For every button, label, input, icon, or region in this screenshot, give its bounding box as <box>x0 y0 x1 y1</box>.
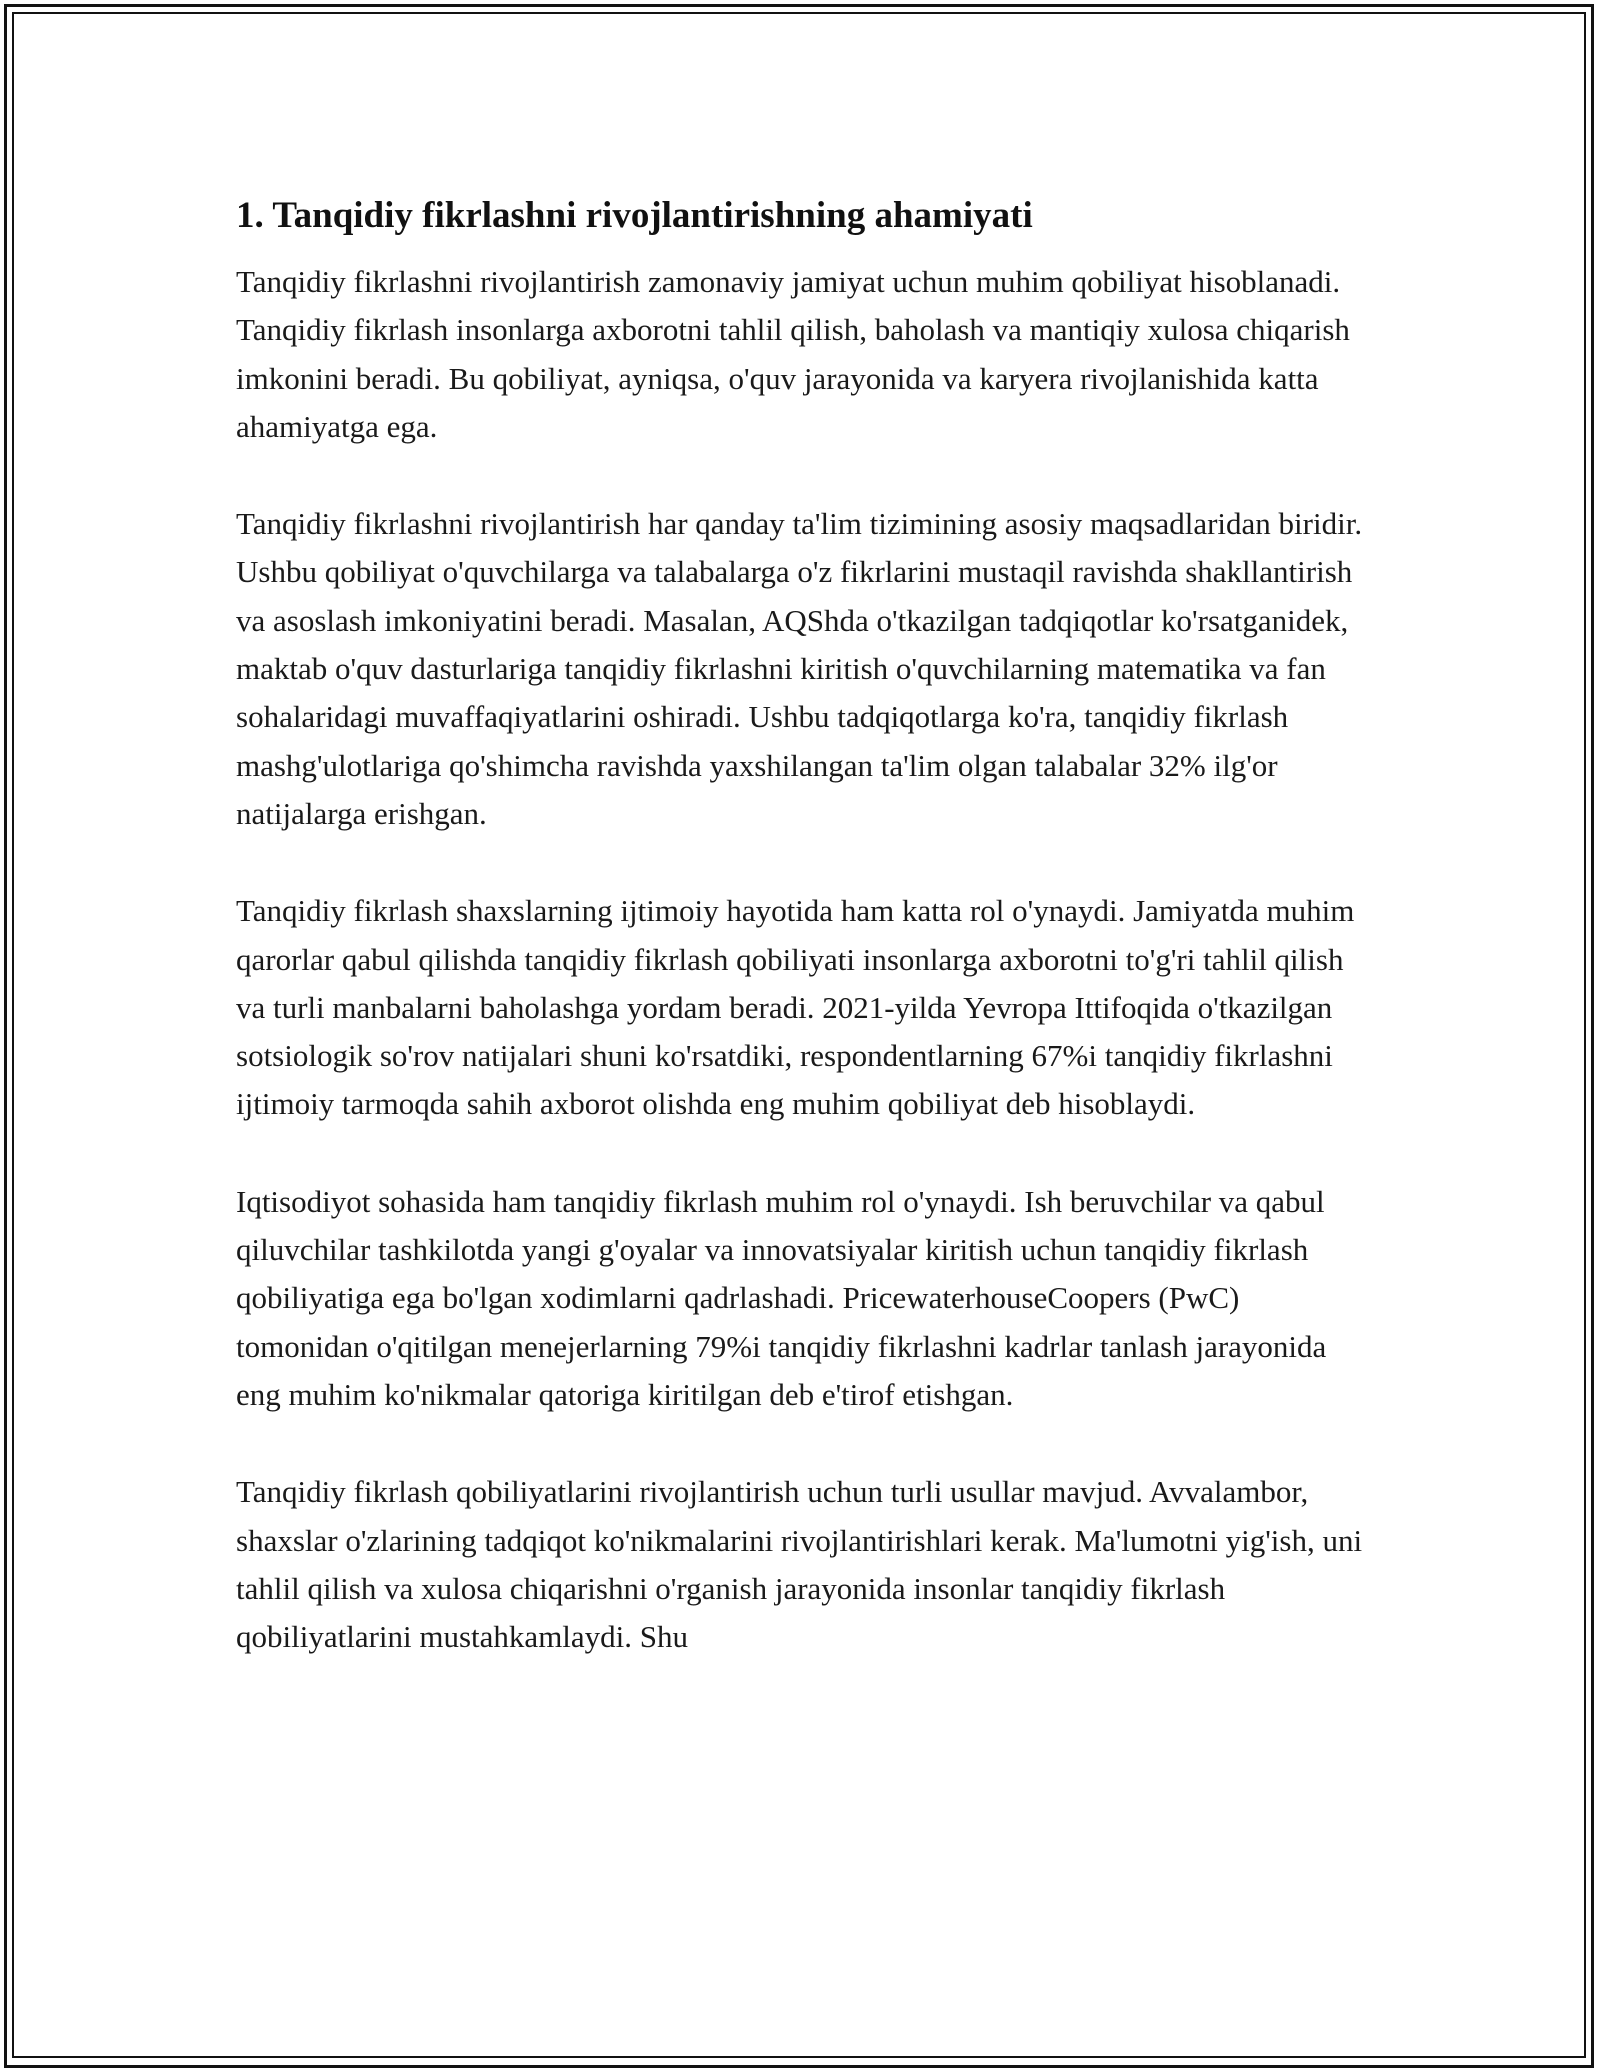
paragraph-1: Tanqidiy fikrlashni rivojlantirish zamonaviy jamiyat uchun muhim qobiliyat hisoblanadi. Tanqidiy fikrlash insonlarga axborotni tahlil qilish, baholash va mantiqiy xulosa chiqarish imkonini beradi. Bu qobiliyat, ayniqsa, o'quv jarayonida va karyera rivojlanishida katta ahamiyatga ega. <box>236 264 1350 444</box>
document-body <box>236 186 1376 1710</box>
section-heading: 1. Tanqidiy fikrlashni rivojlantirishning ahamiyati <box>236 195 1033 236</box>
paragraph-4: Iqtisodiyot sohasida ham tanqidiy fikrlash muhim rol o'ynaydi. Ish beruvchilar va qabul qiluvchilar tashkilotda yangi g'oyalar va innovatsiyalar kiritish uchun tanqidiy fikrlash qobiliyatiga ega bo'lgan xodimlarni qadrlashadi. PricewaterhouseCoopers (PwC) tomonidan o'qitilgan menejerlarning 79%i tanqidiy fikrlashni kadrlar tanlash jarayonida eng muhim ko'nikmalar qatoriga kiritilgan deb e'tirof etishgan. <box>236 1183 1327 1412</box>
paragraph-2: Tanqidiy fikrlashni rivojlantirish har qanday ta'lim tizimining asosiy maqsadlaridan biridir. Ushbu qobiliyat o'quvchilarga va talabalarga o'z fikrlarini mustaqil ravishda shakllantirish va asoslash imkoniyatini beradi. Masalan, AQShda o'tkazilgan tadqiqotlar ko'rsatganidek, maktab o'quv dasturlariga tanqidiy fikrlashni kiritish o'quvchilarning matematika va fan sohalaridagi muvaffaqiyatlarini oshiradi. Ushbu tadqiqotlarga ko'ra, tanqidiy fikrlash mashg'ulotlariga qo'shimcha ravishda yaxshilangan ta'lim olgan talabalar 32% ilg'or natijalarga erishgan. <box>236 506 1363 831</box>
paragraph-5: Tanqidiy fikrlash qobiliyatlarini rivojlantirish uchun turli usullar mavjud. Avvalambor, shaxslar o'zlarining tadqiqot ko'nikmalarini rivojlantirishlari kerak. Ma'lumotni yig'ish, uni tahlil qilish va xulosa chiqarishni o'rganish jarayonida insonlar tanqidiy fikrlash qobiliyatlarini mustahkamlaydi. Shu <box>236 1474 1363 1655</box>
paragraph-3: Tanqidiy fikrlash shaxslarning ijtimoiy hayotida ham katta rol o'ynaydi. Jamiyatda muhim qarorlar qabul qilishda tanqidiy fikrlash qobiliyati insonlarga axborotni to'g'ri tahlil qilish va turli manbalarni baholashga yordam beradi. 2021-yilda Yevropa Ittifoqida o'tkazilgan sotsiologik so'rov natijalari shuni ko'rsatdiki, respondentlarning 67%i tanqidiy fikrlashni ijtimoiy tarmoqda sahih axborot olishda eng muhim qobiliyat deb hisoblaydi. <box>236 893 1355 1122</box>
